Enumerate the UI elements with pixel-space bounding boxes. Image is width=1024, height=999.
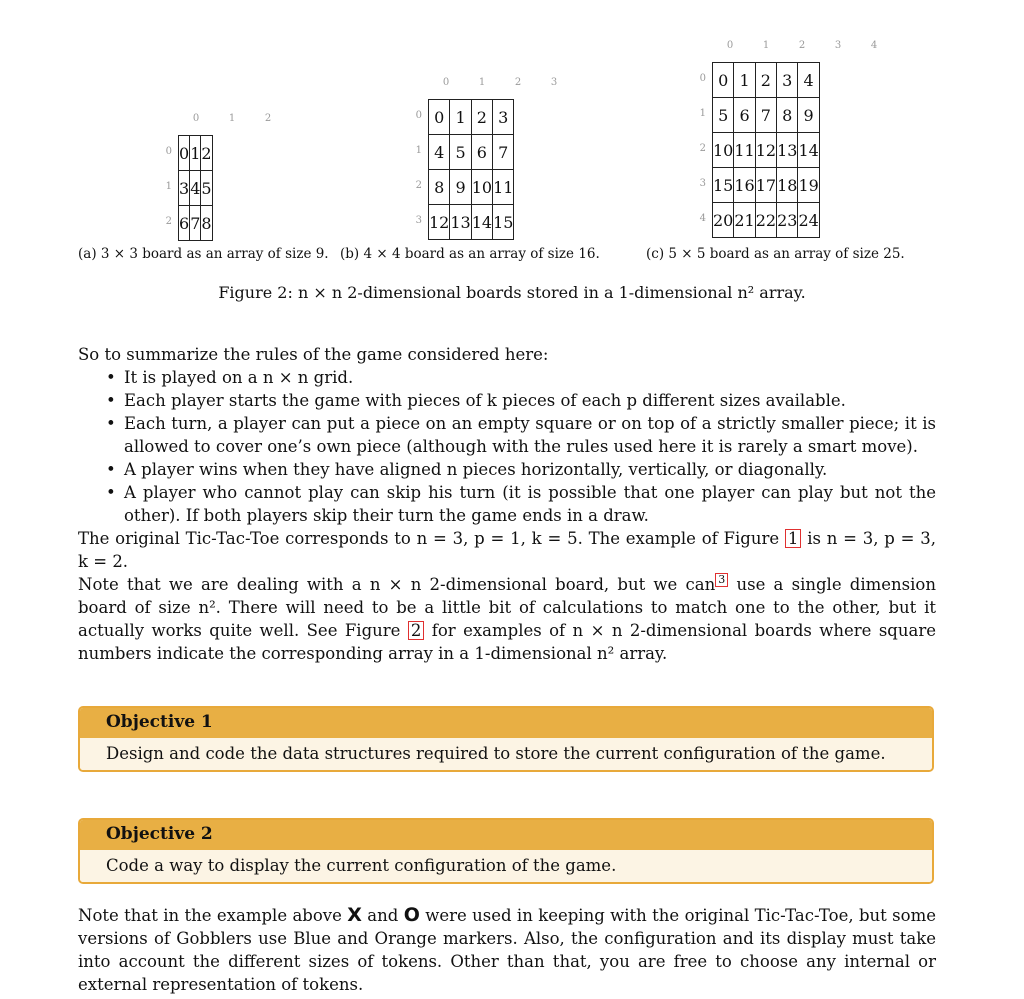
board-cell: 15 — [493, 205, 514, 240]
text-span: Note that in the example above — [78, 906, 348, 925]
board-cell: 10 — [713, 133, 734, 168]
board-cell: 9 — [798, 98, 819, 133]
board-cell: 1 — [450, 100, 471, 135]
objective-1-title: Objective 1 — [80, 708, 932, 738]
figure-1-link[interactable]: 1 — [785, 529, 802, 548]
text-span: for examples of n × n 2-dimensional boards where square numbers indicate the corresponding array in a 1-dimensional n² array. — [78, 621, 936, 663]
board-cell: 2 — [755, 63, 776, 98]
final-note-paragraph — [78, 904, 936, 996]
board-cell: 4 — [798, 63, 819, 98]
board-grid — [178, 135, 213, 241]
row-index: 2 — [165, 216, 172, 227]
x-marker-icon: X — [347, 904, 362, 926]
summary-intro: So to summarize the rules of the game considered here: — [78, 345, 549, 364]
objective-2-box — [78, 818, 934, 884]
row-index: 0 — [415, 110, 422, 121]
board-cell: 19 — [798, 168, 819, 203]
footnote-3-link[interactable]: 3 — [715, 573, 728, 587]
text-span: Note that we are dealing with a n × n 2-dimensional board, but we can — [78, 575, 716, 594]
board-cell: 11 — [493, 170, 514, 205]
board-cell: 12 — [429, 205, 450, 240]
board-cell: 6 — [734, 98, 755, 133]
board-cell: 13 — [777, 133, 798, 168]
figure-caption: Figure 2: n × n 2-dimensional boards stored in a 1-dimensional n² array. — [218, 283, 806, 302]
board-cell: 1 — [190, 136, 201, 171]
board-cell: 15 — [713, 168, 734, 203]
board-cell: 14 — [471, 205, 492, 240]
board-cell: 3 — [179, 171, 190, 206]
column-index: 2 — [514, 77, 522, 88]
board-cell: 16 — [734, 168, 755, 203]
board-cell: 10 — [471, 170, 492, 205]
figure-2-link[interactable]: 2 — [408, 621, 425, 640]
column-index: 2 — [798, 40, 806, 51]
board-cell: 7 — [190, 206, 201, 241]
board-row — [179, 171, 213, 206]
row-index: 1 — [165, 181, 172, 192]
board-cell: 17 — [755, 168, 776, 203]
board-cell: 12 — [755, 133, 776, 168]
row-index: 1 — [415, 145, 422, 156]
board-row — [713, 98, 820, 133]
board-row — [429, 170, 514, 205]
board-cell: 13 — [450, 205, 471, 240]
column-index: 3 — [550, 77, 558, 88]
objective-1-box — [78, 706, 934, 772]
paragraph-note — [78, 573, 936, 665]
column-index: 0 — [192, 113, 200, 124]
board-cell: 0 — [429, 100, 450, 135]
board-row — [429, 100, 514, 135]
board-cell: 3 — [777, 63, 798, 98]
column-index: 4 — [870, 40, 878, 51]
board-cell: 6 — [179, 206, 190, 241]
row-index: 0 — [699, 73, 706, 84]
board-cell: 24 — [798, 203, 819, 238]
column-index: 1 — [228, 113, 236, 124]
caption-c: (c) 5 × 5 board as an array of size 25. — [646, 246, 905, 262]
board-cell: 22 — [755, 203, 776, 238]
board-cell: 8 — [777, 98, 798, 133]
board-row — [713, 168, 820, 203]
board-cell: 5 — [201, 171, 212, 206]
board-cell: 21 — [734, 203, 755, 238]
board-cell: 18 — [777, 168, 798, 203]
board-grid — [428, 99, 514, 240]
row-index: 1 — [699, 108, 706, 119]
board-cell: 1 — [734, 63, 755, 98]
board-cell: 20 — [713, 203, 734, 238]
board-cell: 7 — [493, 135, 514, 170]
board-row — [713, 63, 820, 98]
board-row — [179, 206, 213, 241]
board-cell: 4 — [429, 135, 450, 170]
board-cell: 8 — [201, 206, 212, 241]
objective-1-text: Design and code the data structures required to store the current configuration of the game. — [80, 738, 932, 770]
board-cell: 6 — [471, 135, 492, 170]
board-cell: 8 — [429, 170, 450, 205]
board-cell: 2 — [471, 100, 492, 135]
caption-b: (b) 4 × 4 board as an array of size 16. — [340, 246, 600, 262]
board-row — [179, 136, 213, 171]
board-cell: 4 — [190, 171, 201, 206]
column-index: 0 — [442, 77, 450, 88]
board-cell: 11 — [734, 133, 755, 168]
o-marker-icon: O — [403, 904, 420, 926]
board-cell: 3 — [493, 100, 514, 135]
board-cell: 7 — [755, 98, 776, 133]
rule-item: • A player who cannot play can skip his turn (it is possible that one player can play but not the other). If both players skip their turn the game ends in a draw. — [124, 481, 936, 527]
row-index: 4 — [699, 213, 706, 224]
objective-2-title: Objective 2 — [80, 820, 932, 850]
text-span: is n = 3, p = 3, k = 2. — [78, 529, 936, 571]
text-span: use a single dimension board of size n². There will need to be a little bit of calculations to match one to the other, but it actually works quite well. See Figure — [78, 575, 936, 640]
rule-item: • Each turn, a player can put a piece on an empty square or on top of a strictly smaller piece; it is allowed to cover one’s own piece (although with the rules used here it is rarely a smart move). — [124, 412, 936, 458]
column-index: 2 — [264, 113, 272, 124]
board-row — [429, 135, 514, 170]
board-cell: 0 — [179, 136, 190, 171]
row-index: 3 — [699, 178, 706, 189]
board-cell: 0 — [713, 63, 734, 98]
row-index: 2 — [415, 180, 422, 191]
board-row — [713, 203, 820, 238]
board-cell: 5 — [450, 135, 471, 170]
column-index: 1 — [478, 77, 486, 88]
rule-item: • A player wins when they have aligned n pieces horizontally, vertically, or diagonally. — [124, 458, 936, 481]
column-index: 3 — [834, 40, 842, 51]
caption-a: (a) 3 × 3 board as an array of size 9. — [78, 246, 329, 262]
text-span: and — [361, 906, 404, 925]
board-cell: 2 — [201, 136, 212, 171]
board-cell: 23 — [777, 203, 798, 238]
paragraph-original — [78, 527, 936, 573]
text-span: were used in keeping with the original Tic-Tac-Toe, but some versions of Gobblers use Blue and Orange markers. Also, the configuration and its display must take into account the different sizes of tokens. Other than that, you are free to choose any internal or external representation of tokens. — [78, 906, 936, 994]
board-cell: 14 — [798, 133, 819, 168]
board-row — [713, 133, 820, 168]
row-index: 3 — [415, 215, 422, 226]
column-index: 1 — [762, 40, 770, 51]
row-index: 2 — [699, 143, 706, 154]
final-note — [78, 904, 936, 996]
rule-item: • Each player starts the game with pieces of k pieces of each p different sizes available. — [124, 389, 936, 412]
rule-item: • It is played on a n × n grid. — [124, 366, 936, 389]
objective-2-text: Code a way to display the current configuration of the game. — [80, 850, 932, 882]
rules-list — [78, 366, 936, 527]
text-span: The original Tic-Tac-Toe corresponds to n = 3, p = 1, k = 5. The example of Figure — [78, 529, 785, 548]
board-cell: 5 — [713, 98, 734, 133]
main-text — [78, 343, 936, 665]
board-grid — [712, 62, 820, 238]
row-index: 0 — [165, 146, 172, 157]
column-index: 0 — [726, 40, 734, 51]
board-row — [429, 205, 514, 240]
board-cell: 9 — [450, 170, 471, 205]
